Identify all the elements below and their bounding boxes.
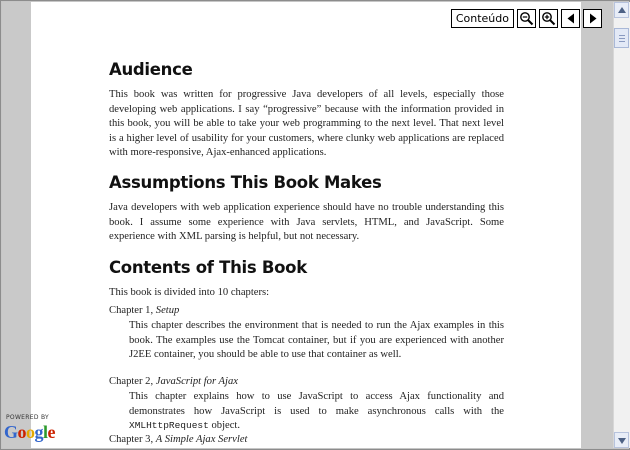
powered-by-label: POWERED BY	[6, 414, 50, 421]
scroll-thumb[interactable]	[614, 28, 629, 48]
chapter-prefix: Chapter 2,	[109, 376, 156, 387]
chapter-description: This chapter describes the environment that is needed to run the Ajax examples in this book. The examples use the Tomcat container, but if you are experienced with another J2EE container, you should be able to use that container as well.	[129, 320, 504, 360]
chapter-title: JavaScript for Ajax	[155, 376, 238, 387]
chapter-desc-tail: object.	[208, 420, 241, 431]
section-heading: Audience	[109, 60, 193, 79]
chapter-description	[129, 390, 504, 434]
contents-button[interactable]	[451, 9, 514, 28]
scroll-up-button[interactable]	[614, 2, 629, 18]
chapter-prefix: Chapter 1,	[109, 305, 156, 316]
chapter-1-line	[109, 305, 179, 316]
scroll-down-button[interactable]	[614, 432, 629, 448]
next-page-button[interactable]	[583, 9, 602, 28]
zoom-out-button[interactable]	[517, 9, 536, 28]
grip-line	[619, 35, 625, 36]
left-gutter	[2, 2, 31, 448]
zoom-in-icon	[541, 11, 556, 26]
viewer-toolbar	[451, 9, 602, 29]
chapter-3-line	[109, 434, 247, 445]
chapter-2-line	[109, 376, 238, 387]
next-page-icon	[588, 13, 598, 24]
chapter-title: A Simple Ajax Servlet	[155, 434, 248, 445]
contents-label: Conteúdo	[455, 12, 509, 25]
arrow-up-icon	[618, 7, 626, 13]
code-term: XMLHttpRequest	[129, 420, 209, 431]
chapter-title: Setup	[155, 305, 180, 316]
section-heading: Assumptions This Book Makes	[109, 173, 382, 192]
section-body: This book was written for progressive Java developers of all levels, especially those developing web applications. I say “progressive” because with the information provided in this book, you will be able to take your web programming to the next level. That next level is a higher level of usability for your customers, where clunky web applications are replaced with more-responsive, Ajax-enhanced applications.	[109, 89, 504, 158]
vertical-scrollbar[interactable]	[613, 2, 630, 448]
arrow-down-icon	[618, 438, 626, 444]
section-body: This book is divided into 10 chapters:	[109, 287, 270, 298]
section-body: Java developers with web application experience should have no trouble understanding this book. I assume some experience with Java servlets, HTML, and JavaScript. Some experience with XML parsing is helpful, but not necessary.	[109, 202, 504, 242]
chapter-desc-text: This chapter explains how to use JavaScript to access Ajax functionality and demonstrates how JavaScript is used to make asynchronous calls with the	[129, 391, 504, 417]
previous-page-button[interactable]	[561, 9, 580, 28]
right-gutter	[581, 2, 613, 448]
prev-page-icon	[566, 13, 576, 24]
grip-line	[619, 41, 625, 42]
book-page	[31, 2, 581, 448]
zoom-in-button[interactable]	[539, 9, 558, 28]
zoom-out-icon	[519, 11, 534, 26]
grip-line	[619, 38, 625, 39]
chapter-prefix: Chapter 3,	[109, 434, 156, 445]
section-heading: Contents of This Book	[109, 258, 307, 277]
google-logo: Google	[4, 422, 56, 442]
